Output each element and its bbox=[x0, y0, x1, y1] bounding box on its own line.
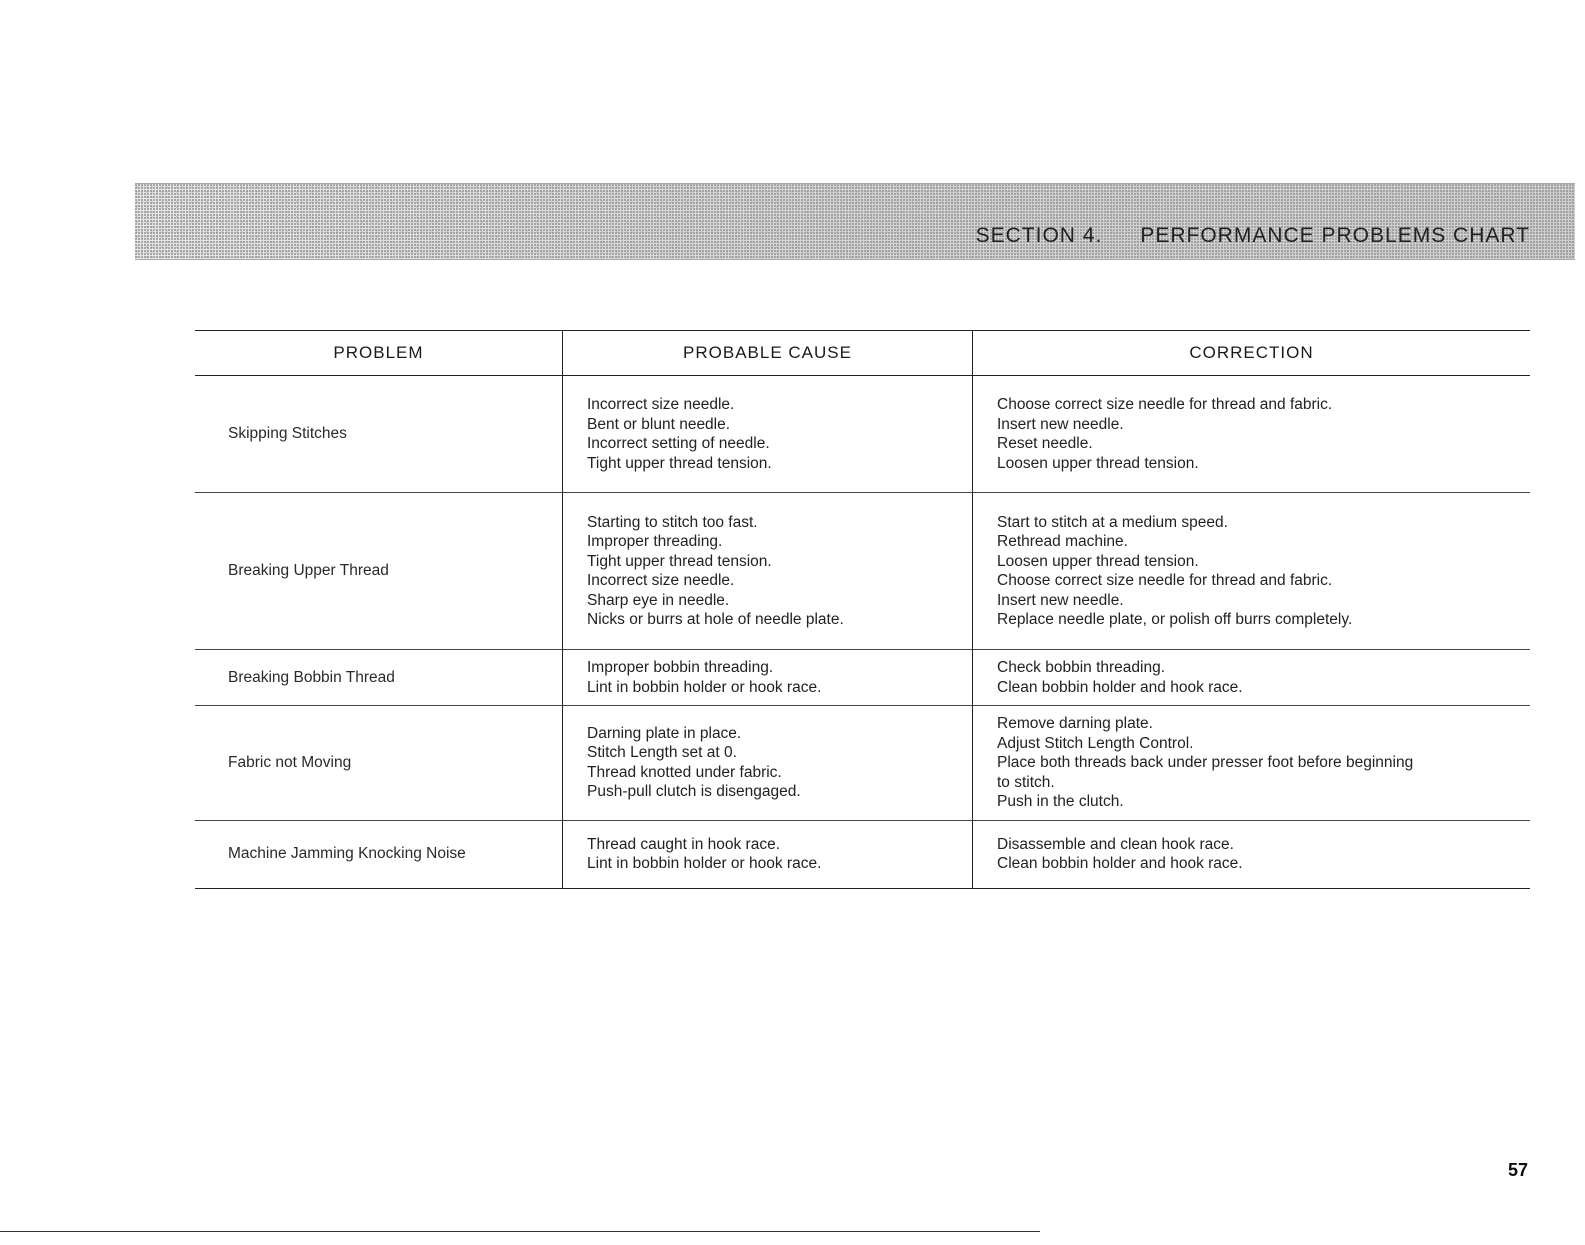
table-row bbox=[195, 706, 1530, 821]
cause-line: Lint in bobbin holder or hook race. bbox=[587, 678, 822, 696]
table-row bbox=[195, 493, 1530, 650]
cause-line: Tight upper thread tension. bbox=[587, 454, 772, 472]
correction-line: Push in the clutch. bbox=[997, 793, 1124, 810]
column-header-probable-cause: PROBABLE CAUSE bbox=[563, 331, 973, 376]
problem-cell: Breaking Bobbin Thread bbox=[228, 668, 395, 686]
correction-line: Place both threads back under presser foot before beginning bbox=[997, 754, 1414, 771]
correction-line: Loosen upper thread tension. bbox=[997, 454, 1199, 472]
cause-line: Thread knotted under fabric. bbox=[587, 763, 782, 781]
correction-line: Remove darning plate. bbox=[997, 715, 1153, 732]
problem-cell: Machine Jamming Knocking Noise bbox=[228, 845, 466, 862]
column-header-problem: PROBLEM bbox=[195, 331, 563, 376]
cause-line: Lint in bobbin holder or hook race. bbox=[587, 855, 822, 872]
cause-line: Improper threading. bbox=[587, 533, 723, 550]
correction-line: Clean bobbin holder and hook race. bbox=[997, 678, 1243, 696]
cause-line: Thread caught in hook race. bbox=[587, 835, 781, 853]
correction-cell bbox=[973, 493, 1531, 650]
correction-line: Loosen upper thread tension. bbox=[997, 552, 1199, 570]
table-row bbox=[195, 820, 1530, 888]
correction-line: Check bobbin threading. bbox=[997, 659, 1166, 676]
problem-cell: Fabric not Moving bbox=[228, 753, 352, 771]
cause-line: Incorrect setting of needle. bbox=[587, 435, 770, 452]
probable-cause-cell bbox=[563, 650, 973, 706]
table-row bbox=[195, 376, 1530, 493]
cause-line: Bent or blunt needle. bbox=[587, 415, 731, 433]
correction-cell bbox=[973, 820, 1531, 888]
performance-problems-table bbox=[195, 330, 1530, 889]
correction-line: Insert new needle. bbox=[997, 415, 1124, 433]
correction-line: Insert new needle. bbox=[997, 591, 1124, 609]
table-body bbox=[195, 376, 1530, 889]
correction-line: Rethread machine. bbox=[997, 533, 1128, 550]
cause-line: Incorrect size needle. bbox=[587, 396, 735, 413]
correction-line: Choose correct size needle for thread and fabric. bbox=[997, 396, 1333, 413]
correction-line: Choose correct size needle for thread and fabric. bbox=[997, 572, 1333, 589]
page-number: 57 bbox=[1507, 1160, 1528, 1180]
correction-line: Start to stitch at a medium speed. bbox=[997, 513, 1228, 531]
correction-line: Replace needle plate, or polish off burrs completely. bbox=[997, 611, 1353, 628]
probable-cause-cell bbox=[563, 820, 973, 888]
correction-line: to stitch. bbox=[997, 773, 1055, 791]
chart-title: PERFORMANCE PROBLEMS CHART bbox=[1140, 224, 1530, 247]
correction-line: Clean bobbin holder and hook race. bbox=[997, 855, 1243, 872]
cause-line: Starting to stitch too fast. bbox=[587, 513, 758, 531]
cause-line: Incorrect size needle. bbox=[587, 572, 735, 589]
correction-cell bbox=[973, 650, 1531, 706]
column-header-correction: CORRECTION bbox=[973, 331, 1531, 376]
cause-line: Sharp eye in needle. bbox=[587, 591, 730, 609]
page-bottom-rule bbox=[0, 1231, 1040, 1232]
table-row bbox=[195, 650, 1530, 706]
correction-line: Reset needle. bbox=[997, 435, 1093, 452]
cause-line: Nicks or burrs at hole of needle plate. bbox=[587, 611, 844, 628]
probable-cause-cell bbox=[563, 706, 973, 821]
problem-cell: Skipping Stitches bbox=[228, 425, 347, 442]
correction-cell bbox=[973, 706, 1531, 821]
section-number: SECTION 4. bbox=[975, 224, 1103, 247]
cause-line: Push-pull clutch is disengaged. bbox=[587, 783, 801, 801]
cause-line: Improper bobbin threading. bbox=[587, 659, 774, 676]
table-header-row bbox=[195, 331, 1530, 376]
cause-line: Tight upper thread tension. bbox=[587, 552, 772, 570]
section-banner bbox=[135, 183, 1575, 260]
probable-cause-cell bbox=[563, 376, 973, 493]
problem-cell: Breaking Upper Thread bbox=[228, 562, 389, 579]
probable-cause-cell bbox=[563, 493, 973, 650]
correction-line: Disassemble and clean hook race. bbox=[997, 835, 1234, 853]
correction-line: Adjust Stitch Length Control. bbox=[997, 734, 1194, 752]
cause-line: Darning plate in place. bbox=[587, 724, 742, 742]
cause-line: Stitch Length set at 0. bbox=[587, 744, 737, 762]
section-heading bbox=[976, 224, 1530, 248]
correction-cell bbox=[973, 376, 1531, 493]
